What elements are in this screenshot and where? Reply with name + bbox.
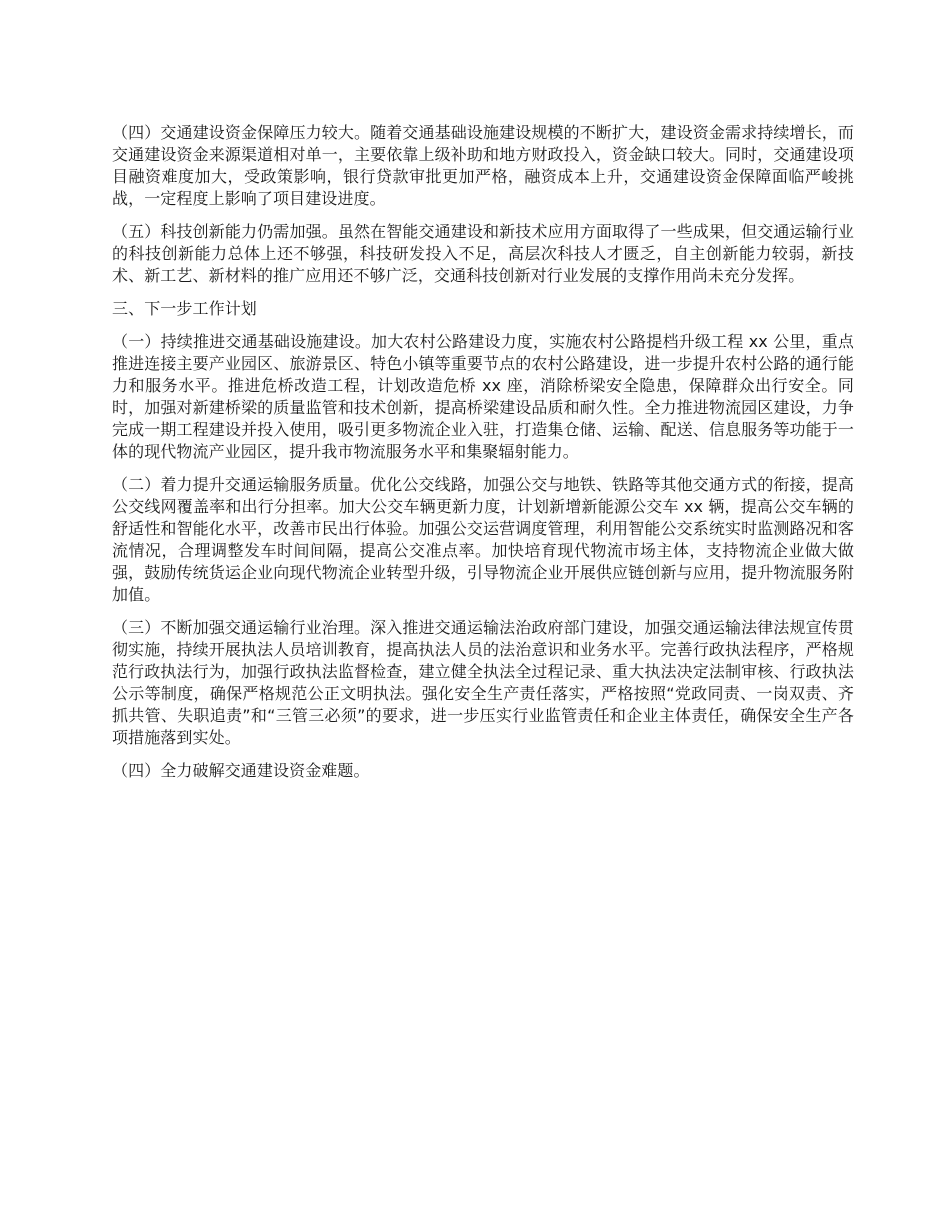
paragraph-tech-innovation: （五）科技创新能力仍需加强。虽然在智能交通建设和新技术应用方面取得了一些成果，但交通运输行业的科技创新能力总体上还不够强，科技研发投入不足，高层次科技人才匮乏，自主创新能力较弱，新技术、新工艺、新材料的推广应用还不够广泛，交通科技创新对行业发展的支撑作用尚未充分发挥。 (112, 222, 854, 285)
section-heading-next-steps: 三、下一步工作计划 (112, 299, 257, 318)
document-body (112, 122, 854, 793)
paragraph-service-quality: （二）着力提升交通运输服务质量。优化公交线路，加强公交与地铁、铁路等其他交通方式的衔接，提高公交线网覆盖率和出行分担率。加大公交车辆更新力度，计划新增新能源公交车 xx 辆，提高公交车辆的舒适性和智能化水平，改善市民出行体验。加强公交运营调度管理，利用智能公交系统实时监测路况和客流情况，合理调整发车时间间隔，提高公交准点率。加快培育现代物流市场主体，支持物流企业做大做强，鼓励传统货运企业向现代物流企业转型升级，引导物流企业开展供应链创新与应用，提升物流服务附加值。 (112, 475, 854, 604)
paragraph-infrastructure: （一）持续推进交通基础设施建设。加大农村公路建设力度，实施农村公路提档升级工程 xx 公里，重点推进连接主要产业园区、旅游景区、特色小镇等重要节点的农村公路建设，进一步提升农村公路的通行能力和服务水平。推进危桥改造工程，计划改造危桥 xx 座，消除桥梁安全隐患，保障群众出行安全。同时，加强对新建桥梁的质量监管和技术创新，提高桥梁建设品质和耐久性。全力推进物流园区建设，力争完成一期工程建设并投入使用，吸引更多物流企业入驻，打造集仓储、运输、配送、信息服务等功能于一体的现代物流产业园区，提升我市物流服务水平和集聚辐射能力。 (112, 332, 854, 461)
paragraph-funding-pressure: （四）交通建设资金保障压力较大。随着交通基础设施建设规模的不断扩大，建设资金需求持续增长，而交通建设资金来源渠道相对单一，主要依靠上级补助和地方财政投入，资金缺口较大。同时，交通建设项目融资难度加大，受政策影响，银行贷款审批更加严格，融资成本上升，交通建设资金保障面临严峻挑战，一定程度上影响了项目建设进度。 (112, 123, 854, 208)
paragraph-governance: （三）不断加强交通运输行业治理。深入推进交通运输法治政府部门建设，加强交通运输法律法规宣传贯彻实施，持续开展执法人员培训教育，提高执法人员的法治意识和业务水平。完善行政执法程序，严格规范行政执法行为，加强行政执法监督检查，建立健全执法全过程记录、重大执法决定法制审核、行政执法公示等制度，确保严格规范公正文明执法。强化安全生产责任落实，严格按照“党政同责、一岗双责、齐抓共管、失职追责”和“三管三必须”的要求，进一步压实行业监管责任和企业主体责任，确保安全生产各项措施落到实处。 (112, 618, 854, 747)
paragraph-funding-solution: （四）全力破解交通建设资金难题。 (112, 761, 370, 780)
